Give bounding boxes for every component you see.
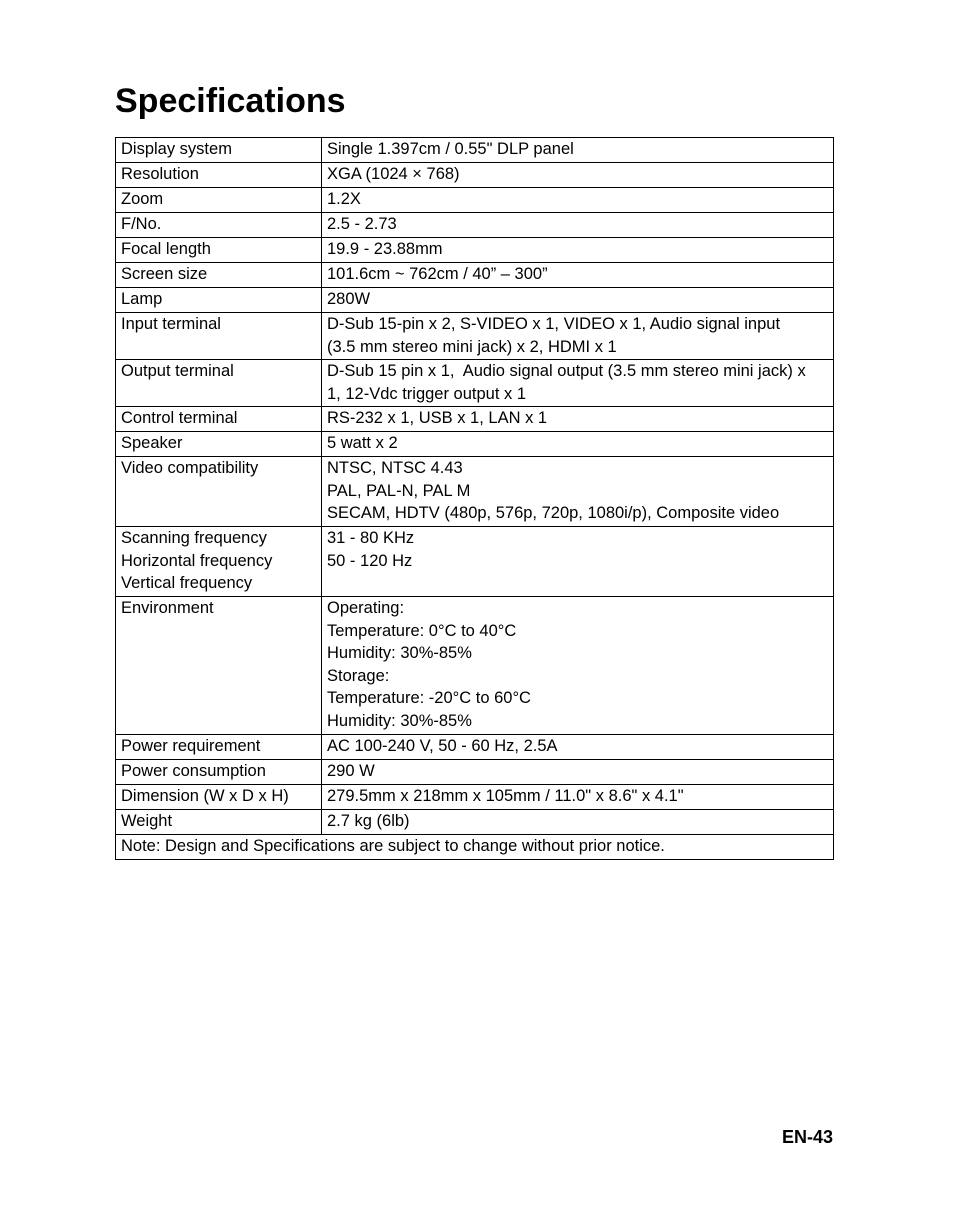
spec-value: Operating: (327, 599, 405, 617)
spec-value: 31 - 80 KHz (327, 529, 415, 547)
spec-label: Vertical frequency (121, 574, 253, 593)
spec-label: Screen size (121, 265, 208, 283)
spec-label: Output terminal (121, 362, 234, 380)
spec-row (116, 238, 834, 263)
spec-label: Dimension (W x D x H) (121, 787, 289, 805)
spec-value-cell (322, 188, 834, 213)
spec-value-cell (322, 163, 834, 188)
spec-row (116, 263, 834, 288)
spec-label-cell (116, 263, 322, 288)
spec-value: SECAM, HDTV (480p, 576p, 720p, 1080i/p), Composite video (327, 504, 780, 523)
spec-value: 101.6cm ~ 762cm / 40” – 300” (327, 265, 548, 283)
spec-value: RS-232 x 1, USB x 1, LAN x 1 (327, 409, 548, 427)
spec-label: Display system (121, 140, 232, 158)
spec-label-cell (116, 163, 322, 188)
spec-value-cell (322, 263, 834, 288)
spec-row (116, 213, 834, 238)
spec-row (116, 735, 834, 760)
spec-row (116, 188, 834, 213)
spec-value-cell (322, 810, 834, 835)
spec-value: PAL, PAL-N, PAL M (327, 481, 471, 500)
spec-label-cell (116, 288, 322, 313)
spec-value: 280W (327, 290, 371, 308)
spec-row (116, 407, 834, 432)
spec-label: Weight (121, 812, 173, 830)
spec-value: 290 W (327, 762, 375, 780)
spec-value-cell (322, 527, 834, 597)
spec-value: Single 1.397cm / 0.55" DLP panel (327, 140, 574, 158)
spec-label-cell (116, 597, 322, 735)
specifications-table (115, 137, 834, 860)
spec-value: NTSC, NTSC 4.43 (327, 459, 463, 477)
spec-note: Note: Design and Specifications are subject to change without prior notice. (116, 835, 834, 860)
spec-value-cell (322, 407, 834, 432)
spec-row (116, 360, 834, 407)
spec-label: Scanning frequency (121, 529, 267, 547)
spec-value-cell (322, 785, 834, 810)
spec-row (116, 785, 834, 810)
page-number: EN-43 (781, 1127, 833, 1147)
spec-row (116, 527, 834, 597)
page-title: Specifications (115, 82, 346, 120)
spec-label: Speaker (121, 434, 183, 452)
spec-value: 279.5mm x 218mm x 105mm / 11.0" x 8.6" x 4.1" (327, 787, 684, 805)
spec-row (116, 163, 834, 188)
spec-row (116, 138, 834, 163)
spec-label-cell (116, 457, 322, 527)
spec-label: Lamp (121, 290, 163, 308)
spec-row (116, 457, 834, 527)
spec-label-cell (116, 360, 322, 407)
spec-label: Resolution (121, 165, 199, 183)
spec-value-cell (322, 735, 834, 760)
spec-value: Temperature: 0°C to 40°C (327, 621, 517, 640)
spec-label: Zoom (121, 190, 164, 208)
spec-value: (3.5 mm stereo mini jack) x 2, HDMI x 1 (327, 337, 617, 356)
spec-row (116, 760, 834, 785)
spec-label-cell (116, 760, 322, 785)
spec-label-cell (116, 810, 322, 835)
spec-label-cell (116, 407, 322, 432)
spec-value-cell (322, 760, 834, 785)
spec-value-cell (322, 138, 834, 163)
spec-value: XGA (1024 × 768) (327, 165, 460, 183)
spec-value: AC 100-240 V, 50 - 60 Hz, 2.5A (327, 737, 558, 755)
spec-label-cell (116, 527, 322, 597)
spec-label: Horizontal frequency (121, 551, 273, 570)
spec-label: Environment (121, 599, 214, 617)
spec-row (116, 288, 834, 313)
spec-value: 19.9 - 23.88mm (327, 240, 443, 258)
spec-value: D-Sub 15 pin x 1, Audio signal output (3.5 mm stereo mini jack) x (327, 362, 806, 380)
spec-row (116, 597, 834, 735)
spec-value-cell (322, 457, 834, 527)
spec-label: Power consumption (121, 762, 266, 780)
spec-value: 1, 12-Vdc trigger output x 1 (327, 384, 527, 403)
spec-value: 50 - 120 Hz (327, 551, 413, 570)
spec-label: Power requirement (121, 737, 261, 755)
spec-label-cell (116, 188, 322, 213)
spec-label: Input terminal (121, 315, 221, 333)
spec-value: D-Sub 15-pin x 2, S-VIDEO x 1, VIDEO x 1, Audio signal input (327, 315, 781, 333)
spec-label: F/No. (121, 215, 162, 233)
spec-label-cell (116, 432, 322, 457)
spec-label-cell (116, 735, 322, 760)
spec-value: 1.2X (327, 190, 361, 208)
spec-label-cell (116, 785, 322, 810)
spec-value-cell (322, 432, 834, 457)
spec-label-cell (116, 238, 322, 263)
spec-value: 2.5 - 2.73 (327, 215, 397, 233)
spec-value: Storage: (327, 666, 390, 685)
spec-value: Humidity: 30%-85% (327, 711, 472, 730)
spec-value-cell (322, 360, 834, 407)
spec-label-cell (116, 138, 322, 163)
spec-label: Control terminal (121, 409, 238, 427)
spec-value: Temperature: -20°C to 60°C (327, 689, 531, 708)
specifications-table-body (116, 138, 834, 860)
spec-value: 5 watt x 2 (327, 434, 398, 452)
spec-value: 2.7 kg (6lb) (327, 812, 410, 830)
spec-value-cell (322, 238, 834, 263)
spec-label-cell (116, 313, 322, 360)
spec-label: Video compatibility (121, 459, 259, 477)
spec-row (116, 432, 834, 457)
spec-label: Focal length (121, 240, 211, 258)
spec-value-cell (322, 597, 834, 735)
spec-value-cell (322, 313, 834, 360)
spec-value-cell (322, 213, 834, 238)
spec-value-cell (322, 288, 834, 313)
spec-row (116, 313, 834, 360)
spec-row (116, 810, 834, 835)
spec-value: Humidity: 30%-85% (327, 644, 472, 663)
spec-label-cell (116, 213, 322, 238)
spec-note-row (116, 835, 834, 860)
